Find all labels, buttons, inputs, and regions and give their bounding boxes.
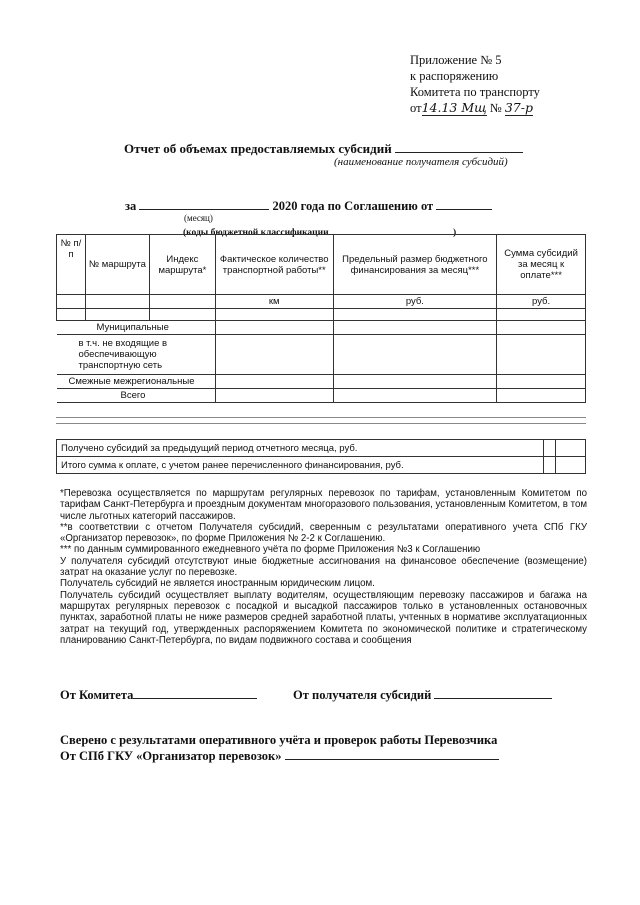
annex-header xyxy=(410,52,540,116)
signature-recipient xyxy=(293,688,552,703)
label-municipal: Муниципальные xyxy=(57,321,216,335)
budget-close: ) xyxy=(452,228,457,238)
header-subsidy-amount: Сумма субсидий за месяц к оплате*** xyxy=(497,235,586,295)
recipient-hint: (наименование получателя субсидий) xyxy=(334,156,508,168)
period-middle: 2020 года по Соглашению от xyxy=(272,199,434,213)
row-municipal xyxy=(57,321,586,335)
annex-number-prefix: № xyxy=(489,101,502,115)
header-route-index: Индекс маршрута* xyxy=(149,235,215,295)
summary-received: Получено субсидий за предыдущий период отчетного месяца, руб. xyxy=(57,440,544,457)
footnotes xyxy=(60,488,587,646)
note-2: **в соответствии с отчетом Получателя субсидий, сверенным с результатами оперативного учета СПб ГКУ «Организатор перевозок», по форме Приложения № 2-2 к Соглашению. xyxy=(60,521,587,545)
note-3: *** по данным суммированного ежедневного учёта по форме Приложения №3 к Соглашению xyxy=(60,544,481,556)
period-line xyxy=(125,199,492,214)
summary-row-received xyxy=(57,440,586,457)
report-title xyxy=(124,141,523,157)
annex-number-handwritten: 37-р xyxy=(504,100,533,115)
signature-recipient-blank xyxy=(434,688,552,699)
signature-committee-blank xyxy=(133,688,257,699)
row-including xyxy=(57,335,586,375)
header-num: № п/п xyxy=(57,235,86,295)
note-6: Получатель субсидий осуществляет выплату водителям, осуществляющим перевозку пассажиров и багажа на маршрутах регулярных перевозок с посадкой и высадкой пассажиров только в установленных остановочных пунктах, заработной платы не ниже размеров средней заработной платы, учтенных в нормативе эксплуатационных затрат на текущий год, утвержденных распоряжением Комитета по экономической политике и стратегическому планированию Санкт-Петербурга, по видам подвижного состава и сообщения xyxy=(60,589,587,646)
month-blank xyxy=(139,199,269,210)
verification-block xyxy=(60,732,499,764)
note-5: Получатель субсидий не является иностранным юридическим лицом. xyxy=(60,578,375,590)
agreement-date-blank xyxy=(436,199,492,210)
label-interregional: Смежные межрегиональные xyxy=(57,375,216,389)
signature-recipient-label: От получателя субсидий xyxy=(293,688,432,702)
label-including: в т.ч. не входящие в обеспечивающую транспортную сеть xyxy=(78,338,168,371)
header-route-number: № маршрута xyxy=(85,235,149,295)
summary-total-due: Итого сумма к оплате, с учетом ранее перечисленного финансирования, руб. xyxy=(57,457,544,474)
header-actual-volume: Фактическое количество транспортной работы** xyxy=(215,235,333,295)
unit-subsidy: руб. xyxy=(497,295,586,309)
row-total xyxy=(57,389,586,403)
period-prefix: за xyxy=(125,199,137,213)
report-title-text: Отчет об объемах предоставляемых субсидий xyxy=(124,141,392,156)
signature-committee-label: От Комитета xyxy=(60,688,134,702)
verification-line1: Сверено с результатами оперативного учёта и проверок работы Перевозчика xyxy=(60,733,498,747)
annex-line3: Комитета по транспорту xyxy=(410,85,540,99)
summary-row-total xyxy=(57,457,586,474)
annex-line2: к распоряжению xyxy=(410,69,499,83)
header-budget-limit: Предельный размер бюджетного финансирования за месяц*** xyxy=(333,235,497,295)
month-hint: (месяц) xyxy=(184,213,213,223)
recipient-blank xyxy=(395,141,523,153)
note-4: У получателя субсидий отсутствуют иные бюджетные ассигнования на финансовое обеспечение (возмещение) затрат на оказание услуг по перевозке. xyxy=(60,555,587,579)
summary-table xyxy=(56,439,586,474)
separator-line xyxy=(56,423,586,424)
subsidy-table xyxy=(56,234,586,403)
table-row xyxy=(57,309,586,321)
annex-line1: Приложение № 5 xyxy=(410,53,502,67)
annex-date-prefix: от xyxy=(410,101,422,115)
unit-volume: км xyxy=(215,295,333,309)
note-1: *Перевозка осуществляется по маршрутам регулярных перевозок по тарифам, установленным Комитетом по тарифам Санкт-Петербурга и проездным документам многоразового пользования, установленным Комитетом, в том числе льготных категорий пассажиров. xyxy=(60,488,587,522)
verification-line2: От СПб ГКУ «Организатор перевозок» xyxy=(60,749,282,763)
unit-budget: руб. xyxy=(333,295,497,309)
annex-date-handwritten: 14.13 Мщ xyxy=(421,100,487,115)
budget-label: (коды бюджетной классификации xyxy=(183,228,329,238)
annex-line4 xyxy=(410,100,540,116)
table-header-row xyxy=(57,235,586,295)
label-total: Всего xyxy=(57,389,216,403)
separator-line xyxy=(56,417,586,418)
row-interregional xyxy=(57,375,586,389)
verification-blank xyxy=(285,749,499,760)
signature-committee xyxy=(60,688,257,703)
units-row xyxy=(57,295,586,309)
